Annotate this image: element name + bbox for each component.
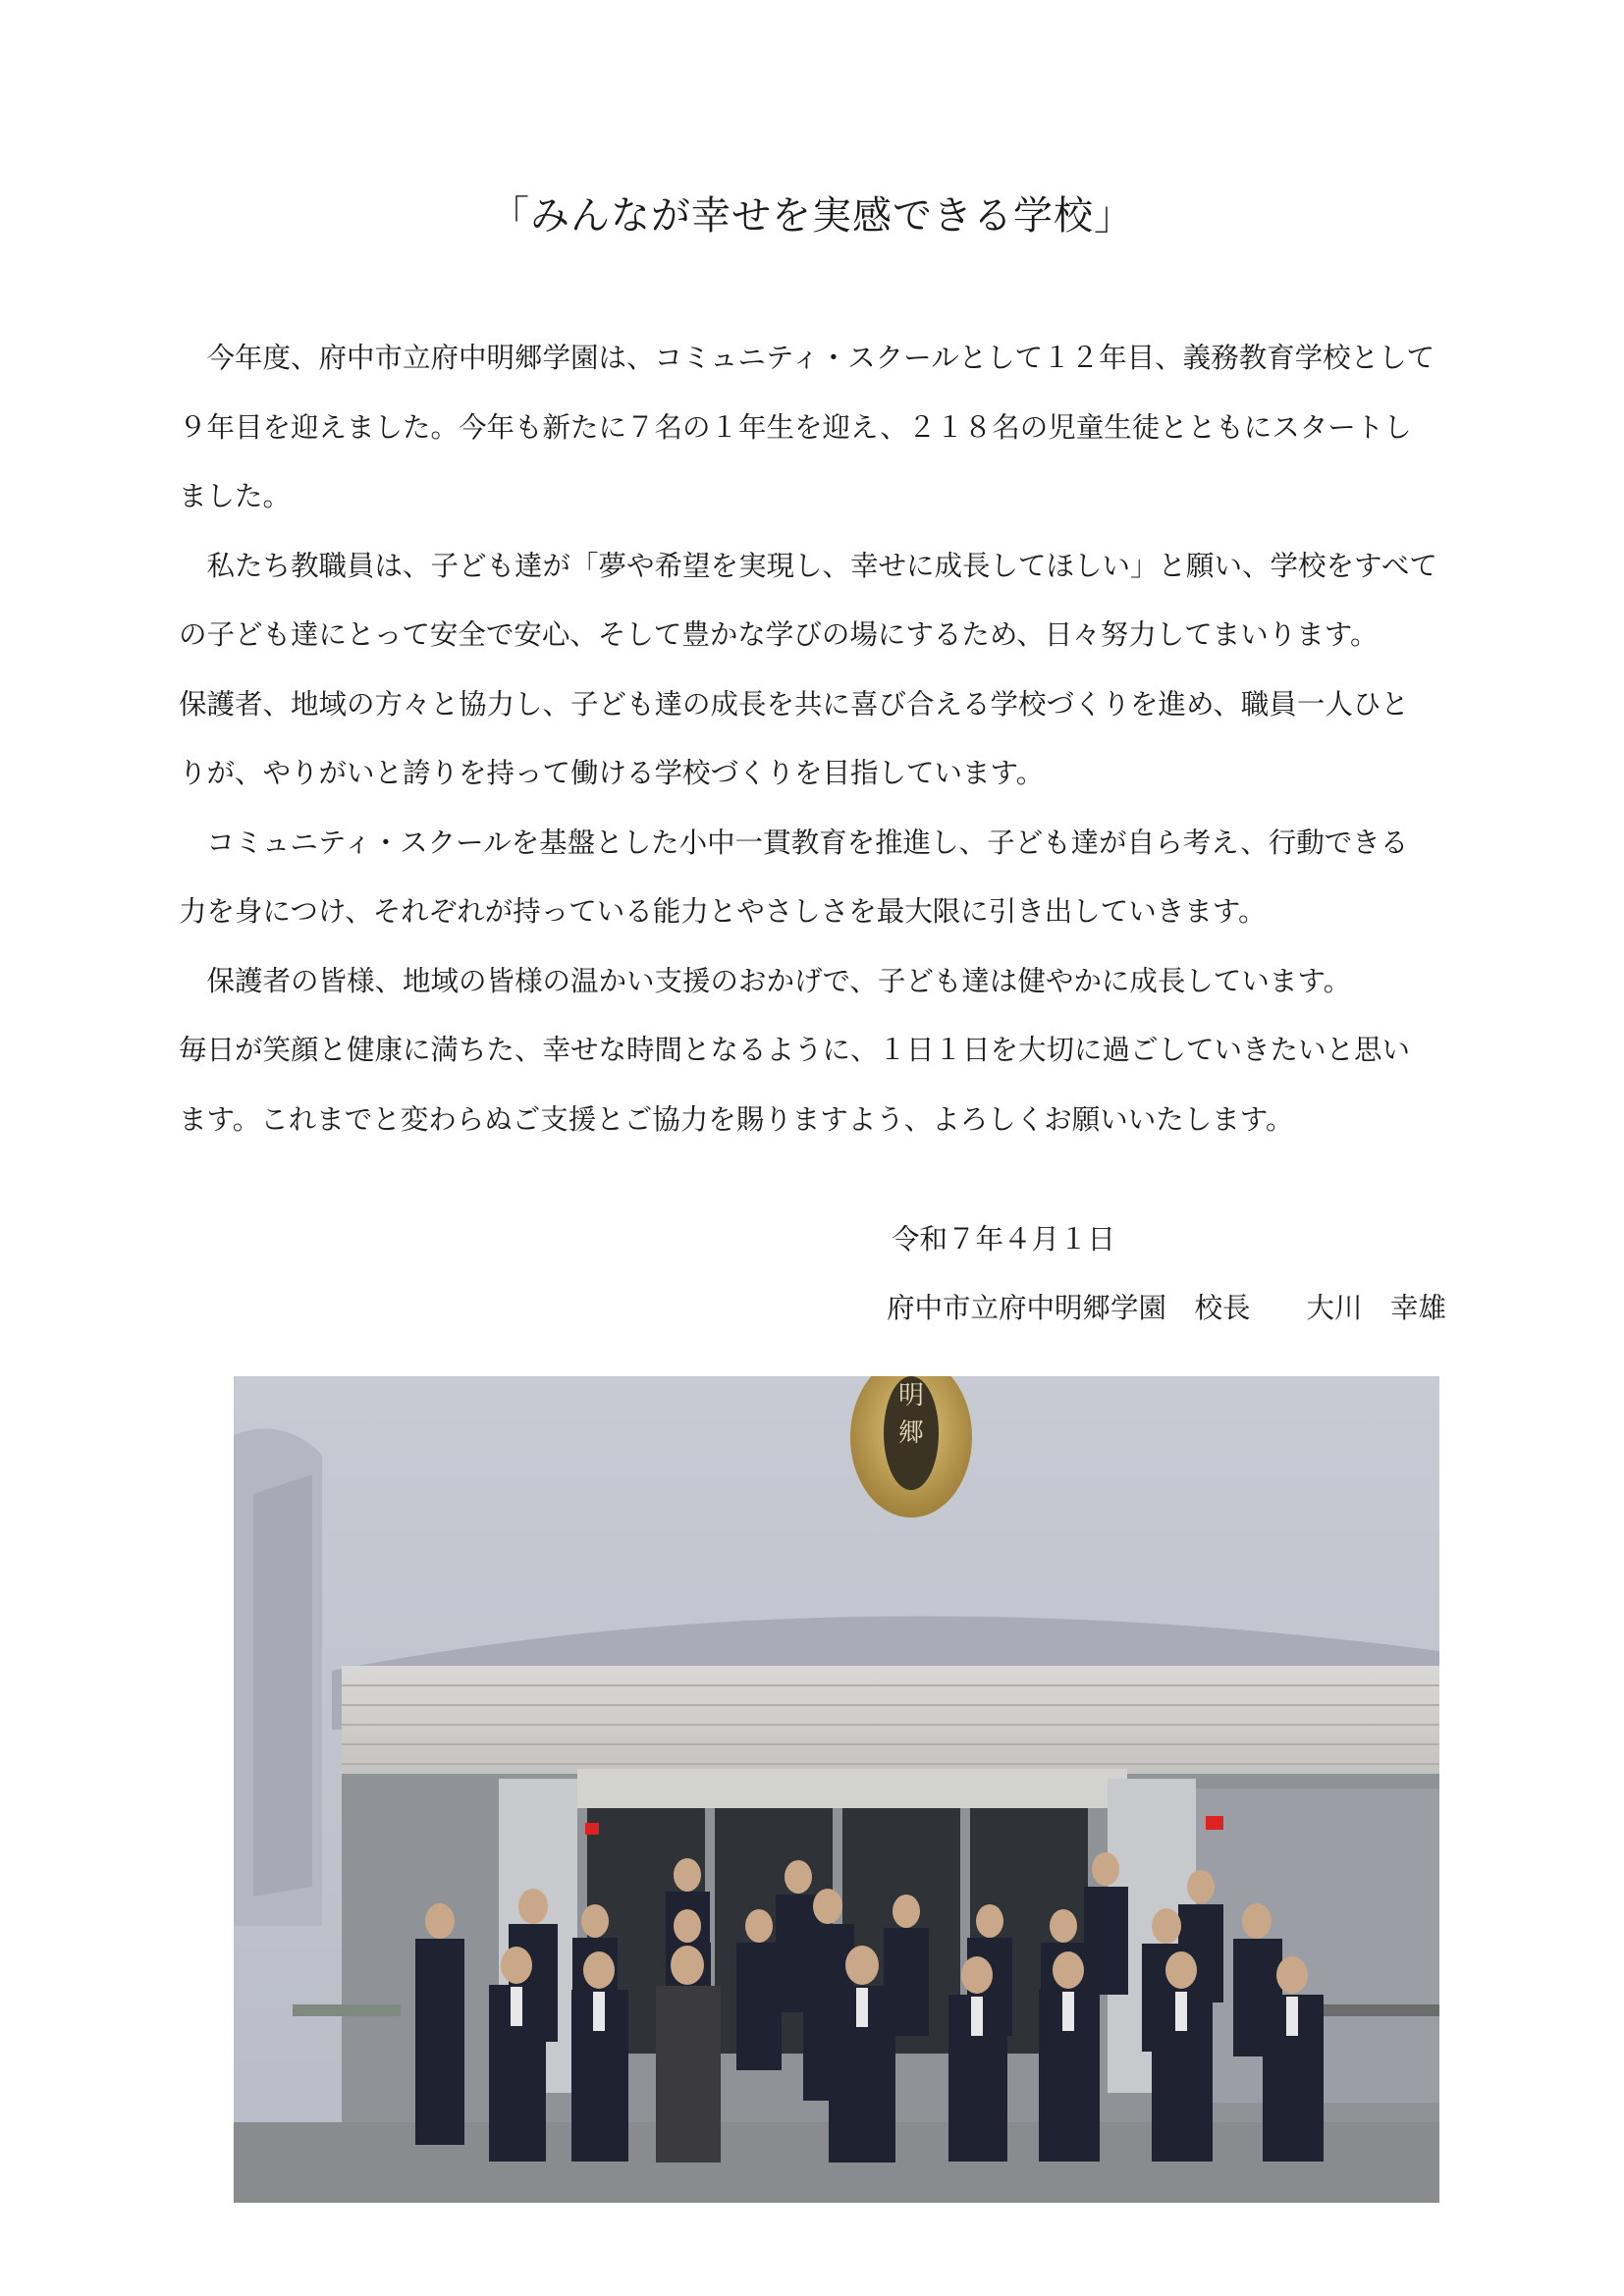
body-line: 保護者の皆様、地域の皆様の温かい支援のおかげで、子ども達は健やかに成長しています。 <box>179 964 1352 997</box>
body-line: 保護者、地域の方々と協力し、子ども達の成長を共に喜び合える学校づくりを進め、職員一人ひと <box>179 687 1409 721</box>
body-line: コミュニティ・スクールを基盤とした小中一貫教育を推進し、子ども達が自ら考え、行動できる <box>179 826 1409 859</box>
body-line: ９年目を迎えました。今年も新たに７名の１年生を迎え、２１８名の児童生徒とともにスタートし <box>179 410 1412 444</box>
body-line: 今年度、府中市立府中明郷学園は、コミュニティ・スクールとして１２年目、義務教育学校として <box>179 342 1435 374</box>
emblem-char: 明 <box>897 1381 925 1411</box>
message-body <box>179 324 1455 1154</box>
body-line: 毎日が笑顔と健康に満ちた、幸せな時間となるように、１日１日を大切に過ごしていきたいと思い <box>179 1034 1411 1066</box>
emblem-char: 郷 <box>897 1418 925 1448</box>
body-line: ます。これまでと変わらぬご支援とご協力を賜りますよう、よろしくお願いいたします。 <box>179 1102 1294 1136</box>
signature-line: 府中市立府中明郷学園 校長 大川 幸雄 <box>887 1292 1447 1324</box>
page-title: 「みんなが幸せを実感できる学校」 <box>490 193 1134 239</box>
body-line: りが、やりがいと誇りを持って働ける学校づくりを目指しています。 <box>179 757 1045 789</box>
date-line: 令和７年４月１日 <box>892 1223 1116 1255</box>
body-line: 私たち教職員は、子ども達が「夢や希望を実現し、幸せに成長してほしい」と願い、学校をすべて <box>179 549 1437 582</box>
body-line: ました。 <box>179 480 292 512</box>
staff-group-photo <box>234 1376 1439 2203</box>
body-line: 力を身につけ、それぞれが持っている能力とやさしさを最大限に引き出していきます。 <box>179 895 1267 928</box>
body-line: の子ども達にとって安全で安心、そして豊かな学びの場にするため、日々努力してまいります。 <box>179 618 1379 651</box>
